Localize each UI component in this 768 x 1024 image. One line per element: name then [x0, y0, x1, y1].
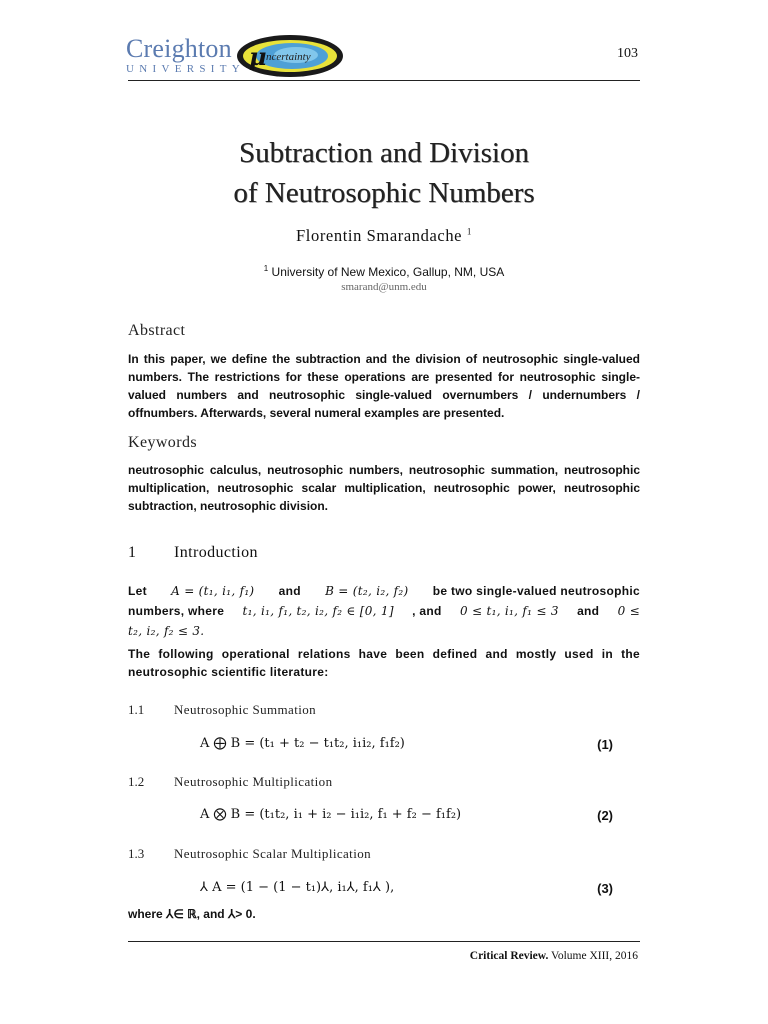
- uncertainty-journal-logo: [236, 33, 344, 84]
- affiliation-sup: 1: [263, 264, 269, 273]
- intro-paragraph-1: [128, 581, 640, 641]
- equation-number-2: (2): [597, 808, 613, 823]
- affiliation-text: University of New Mexico, Gallup, NM, USA: [271, 265, 505, 279]
- where-text: where ⅄∈ ℝ, and ⅄> 0.: [128, 907, 256, 921]
- math-cond2a: 0 ≤: [617, 604, 640, 618]
- affiliation: [0, 264, 768, 279]
- intro-paragraph-2: The following operational relations have been defined and mostly used in the neutrosophic scientific literature:: [128, 647, 640, 679]
- abstract-heading: Abstract: [128, 322, 186, 339]
- journal-logo-text: ncertainty: [266, 51, 311, 63]
- svg-text:μ: μ: [249, 42, 267, 71]
- keywords-text: neutrosophic calculus, neutrosophic numbers, neutrosophic summation, neutrosophic multiplication, neutrosophic scalar multiplication, neutrosophic power, neutrosophic subtraction, neutrosophic division.: [128, 463, 640, 513]
- intro-rest: be two single-valued neutrosophic: [432, 584, 640, 598]
- author-sup: 1: [466, 226, 472, 237]
- title-line-2: of Neutrosophic Numbers: [233, 177, 535, 209]
- footer: [470, 950, 638, 962]
- equation-3: ⅄ A = (1 − (1 − t₁)⅄, i₁⅄, f₁⅄ ),: [200, 880, 395, 895]
- math-range: t₁, i₁, f₁, t₂, i₂, f₂ ∈ [0, 1]: [242, 604, 394, 618]
- equation-number-1: (1): [597, 737, 613, 752]
- math-cond1: 0 ≤ t₁, i₁, f₁ ≤ 3: [459, 604, 559, 618]
- author: [0, 226, 768, 246]
- footer-journal: Critical Review.: [469, 950, 549, 962]
- equation-2: A ⨂ B = (t₁t₂, i₁ + i₂ − i₁i₂, f₁ + f₂ − f₁f₂): [200, 807, 462, 822]
- creighton-logo: [126, 36, 245, 75]
- math-b: B = (t₂, i₂, f₂): [325, 584, 409, 598]
- logo-text: Creighton: [126, 34, 232, 63]
- intro-let: Let: [128, 584, 147, 598]
- equation-1: A ⨁ B = (t₁ + t₂ − t₁t₂, i₁i₂, f₁f₂): [200, 736, 405, 751]
- footer-volume: Volume XIII, 2016: [551, 950, 638, 962]
- title-line-1: Subtraction and Division: [239, 137, 529, 169]
- subsection-title-1: Neutrosophic Summation: [174, 702, 317, 717]
- abstract-text: In this paper, we define the subtraction and the division of neutrosophic single-valued numbers. The restrictions for these operations are presented for neutrosophic single-valued numbers and neutrosophic single-valued overnumbers / undernumbers / offnumbers. Afterwards, several numeral examples are presented.: [128, 352, 640, 420]
- intro-and: and: [278, 584, 301, 598]
- subsection-number-2: 1.2: [128, 774, 145, 789]
- intro-numbers-where: numbers, where: [128, 604, 225, 618]
- intro-and2: and: [577, 604, 600, 618]
- subsection-number-1: 1.1: [128, 702, 145, 717]
- author-email: smarand@unm.edu: [341, 281, 427, 293]
- equation-number-3: (3): [597, 881, 613, 896]
- section-title: Introduction: [174, 544, 258, 561]
- author-name: Florentin Smarandache: [296, 226, 463, 245]
- footer-rule: [128, 941, 640, 942]
- math-cond2b: t₂, i₂, f₂ ≤ 3.: [128, 624, 205, 638]
- intro-comma-and: , and: [412, 604, 442, 618]
- page-number: 103: [617, 46, 638, 61]
- subsection-title-2: Neutrosophic Multiplication: [174, 774, 333, 789]
- keywords-heading: Keywords: [128, 434, 197, 451]
- paper-title: [0, 133, 768, 213]
- logo-subtext: UNIVERSITY: [126, 63, 245, 75]
- subsection-title-3: Neutrosophic Scalar Multiplication: [174, 846, 372, 861]
- header-rule: [128, 80, 640, 81]
- math-a: A = (t₁, i₁, f₁): [171, 584, 255, 598]
- subsection-number-3: 1.3: [128, 846, 145, 861]
- section-number: 1: [128, 544, 136, 561]
